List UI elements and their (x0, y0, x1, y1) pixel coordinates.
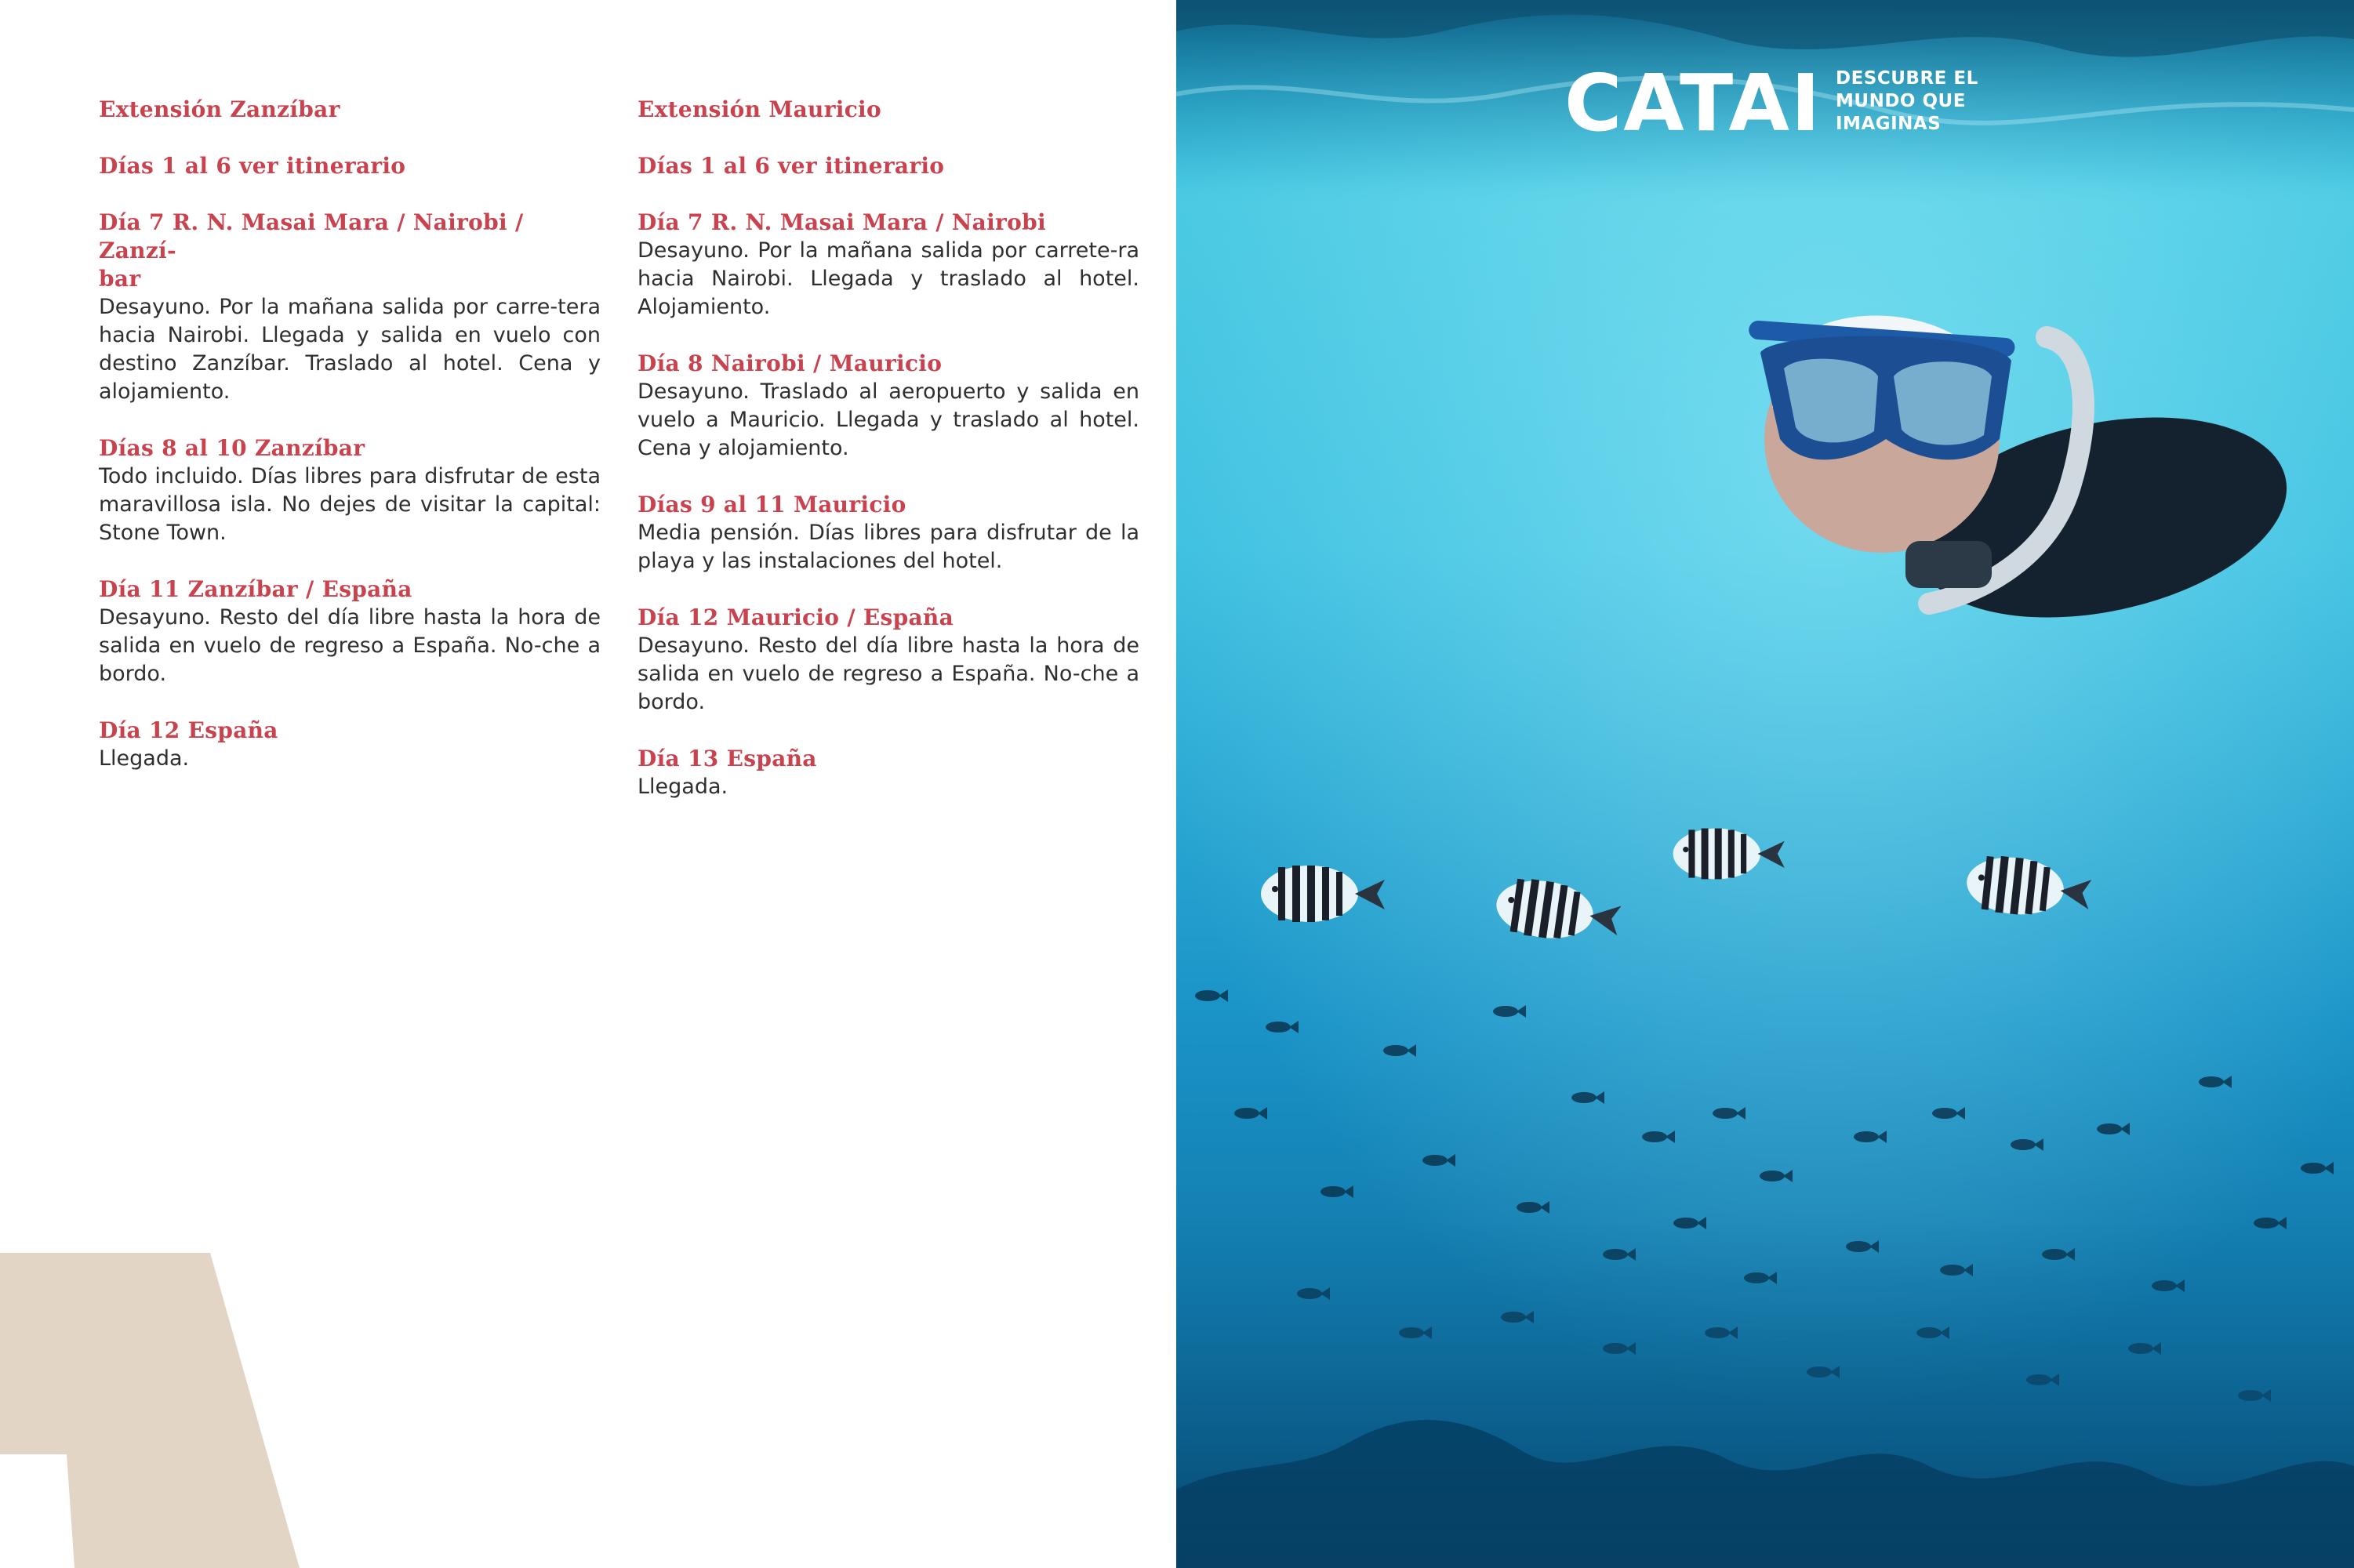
left-page (0, 0, 1176, 1568)
day-entry (638, 604, 1139, 717)
itinerary-column-zanzibar (99, 96, 601, 801)
day-entry (99, 434, 601, 547)
day-entry (638, 491, 1139, 575)
day-description: Llegada. (99, 746, 190, 771)
column-title: Extensión Zanzíbar (99, 96, 340, 122)
day-description: Todo incluido. Días libres para disfrutar de esta maravillosa isla. No dejes de visitar la capital: Stone Town. (99, 464, 601, 545)
day-description: Desayuno. Resto del día libre hasta la hora de salida en vuelo de regreso a España. No-che a bordo. (99, 605, 601, 686)
day-entry (638, 745, 1139, 801)
day-entry (99, 575, 601, 688)
day-heading: Día 8 Nairobi / Mauricio (638, 350, 943, 376)
day-description: Desayuno. Por la mañana salida por carre-tera hacia Nairobi. Llegada y salida en vuelo con destino Zanzíbar. Traslado al hotel. Cena y alojamiento. (99, 295, 601, 404)
brand-name: CATAI (1564, 57, 1822, 149)
photo-illustration (1176, 0, 2354, 1568)
day-heading: Días 9 al 11 Mauricio (638, 492, 906, 517)
day-heading: Día 7 R. N. Masai Mara / Nairobi / Zanzí- bar (99, 209, 524, 292)
day-heading: Día 7 R. N. Masai Mara / Nairobi (638, 209, 1046, 235)
day-heading: Día 11 Zanzíbar / España (99, 576, 412, 602)
day-description: Llegada. (638, 775, 728, 799)
day-entry (99, 209, 601, 406)
itinerary-column-mauricio (638, 96, 1139, 829)
underwater-snorkeler-photo (1176, 0, 2354, 1568)
day-heading: Día 12 Mauricio / España (638, 604, 954, 630)
catai-logo (1564, 57, 2003, 149)
days-intro: Días 1 al 6 ver itinerario (99, 153, 406, 179)
day-heading: Día 13 España (638, 746, 817, 771)
day-description: Desayuno. Resto del día libre hasta la hora de salida en vuelo de regreso a España. No-che a bordo. (638, 633, 1139, 714)
day-entry (638, 209, 1139, 321)
brand-tagline: DESCUBRE EL MUNDO QUE IMAGINAS (1836, 68, 1978, 134)
day-description: Desayuno. Por la mañana salida por carrete-ra hacia Nairobi. Llegada y traslado al hotel. Alojamiento. (638, 238, 1139, 319)
day-heading: Días 8 al 10 Zanzíbar (99, 435, 365, 461)
day-description: Media pensión. Días libres para disfrutar de la playa y las instalaciones del hotel. (638, 521, 1139, 573)
day-entry (638, 350, 1139, 463)
day-description: Desayuno. Traslado al aeropuerto y salida en vuelo a Mauricio. Llegada y traslado al hotel. Cena y alojamiento. (638, 379, 1139, 460)
column-title: Extensión Mauricio (638, 96, 881, 122)
days-intro: Días 1 al 6 ver itinerario (638, 153, 945, 179)
day-heading: Día 12 España (99, 717, 278, 743)
day-entry (99, 717, 601, 773)
